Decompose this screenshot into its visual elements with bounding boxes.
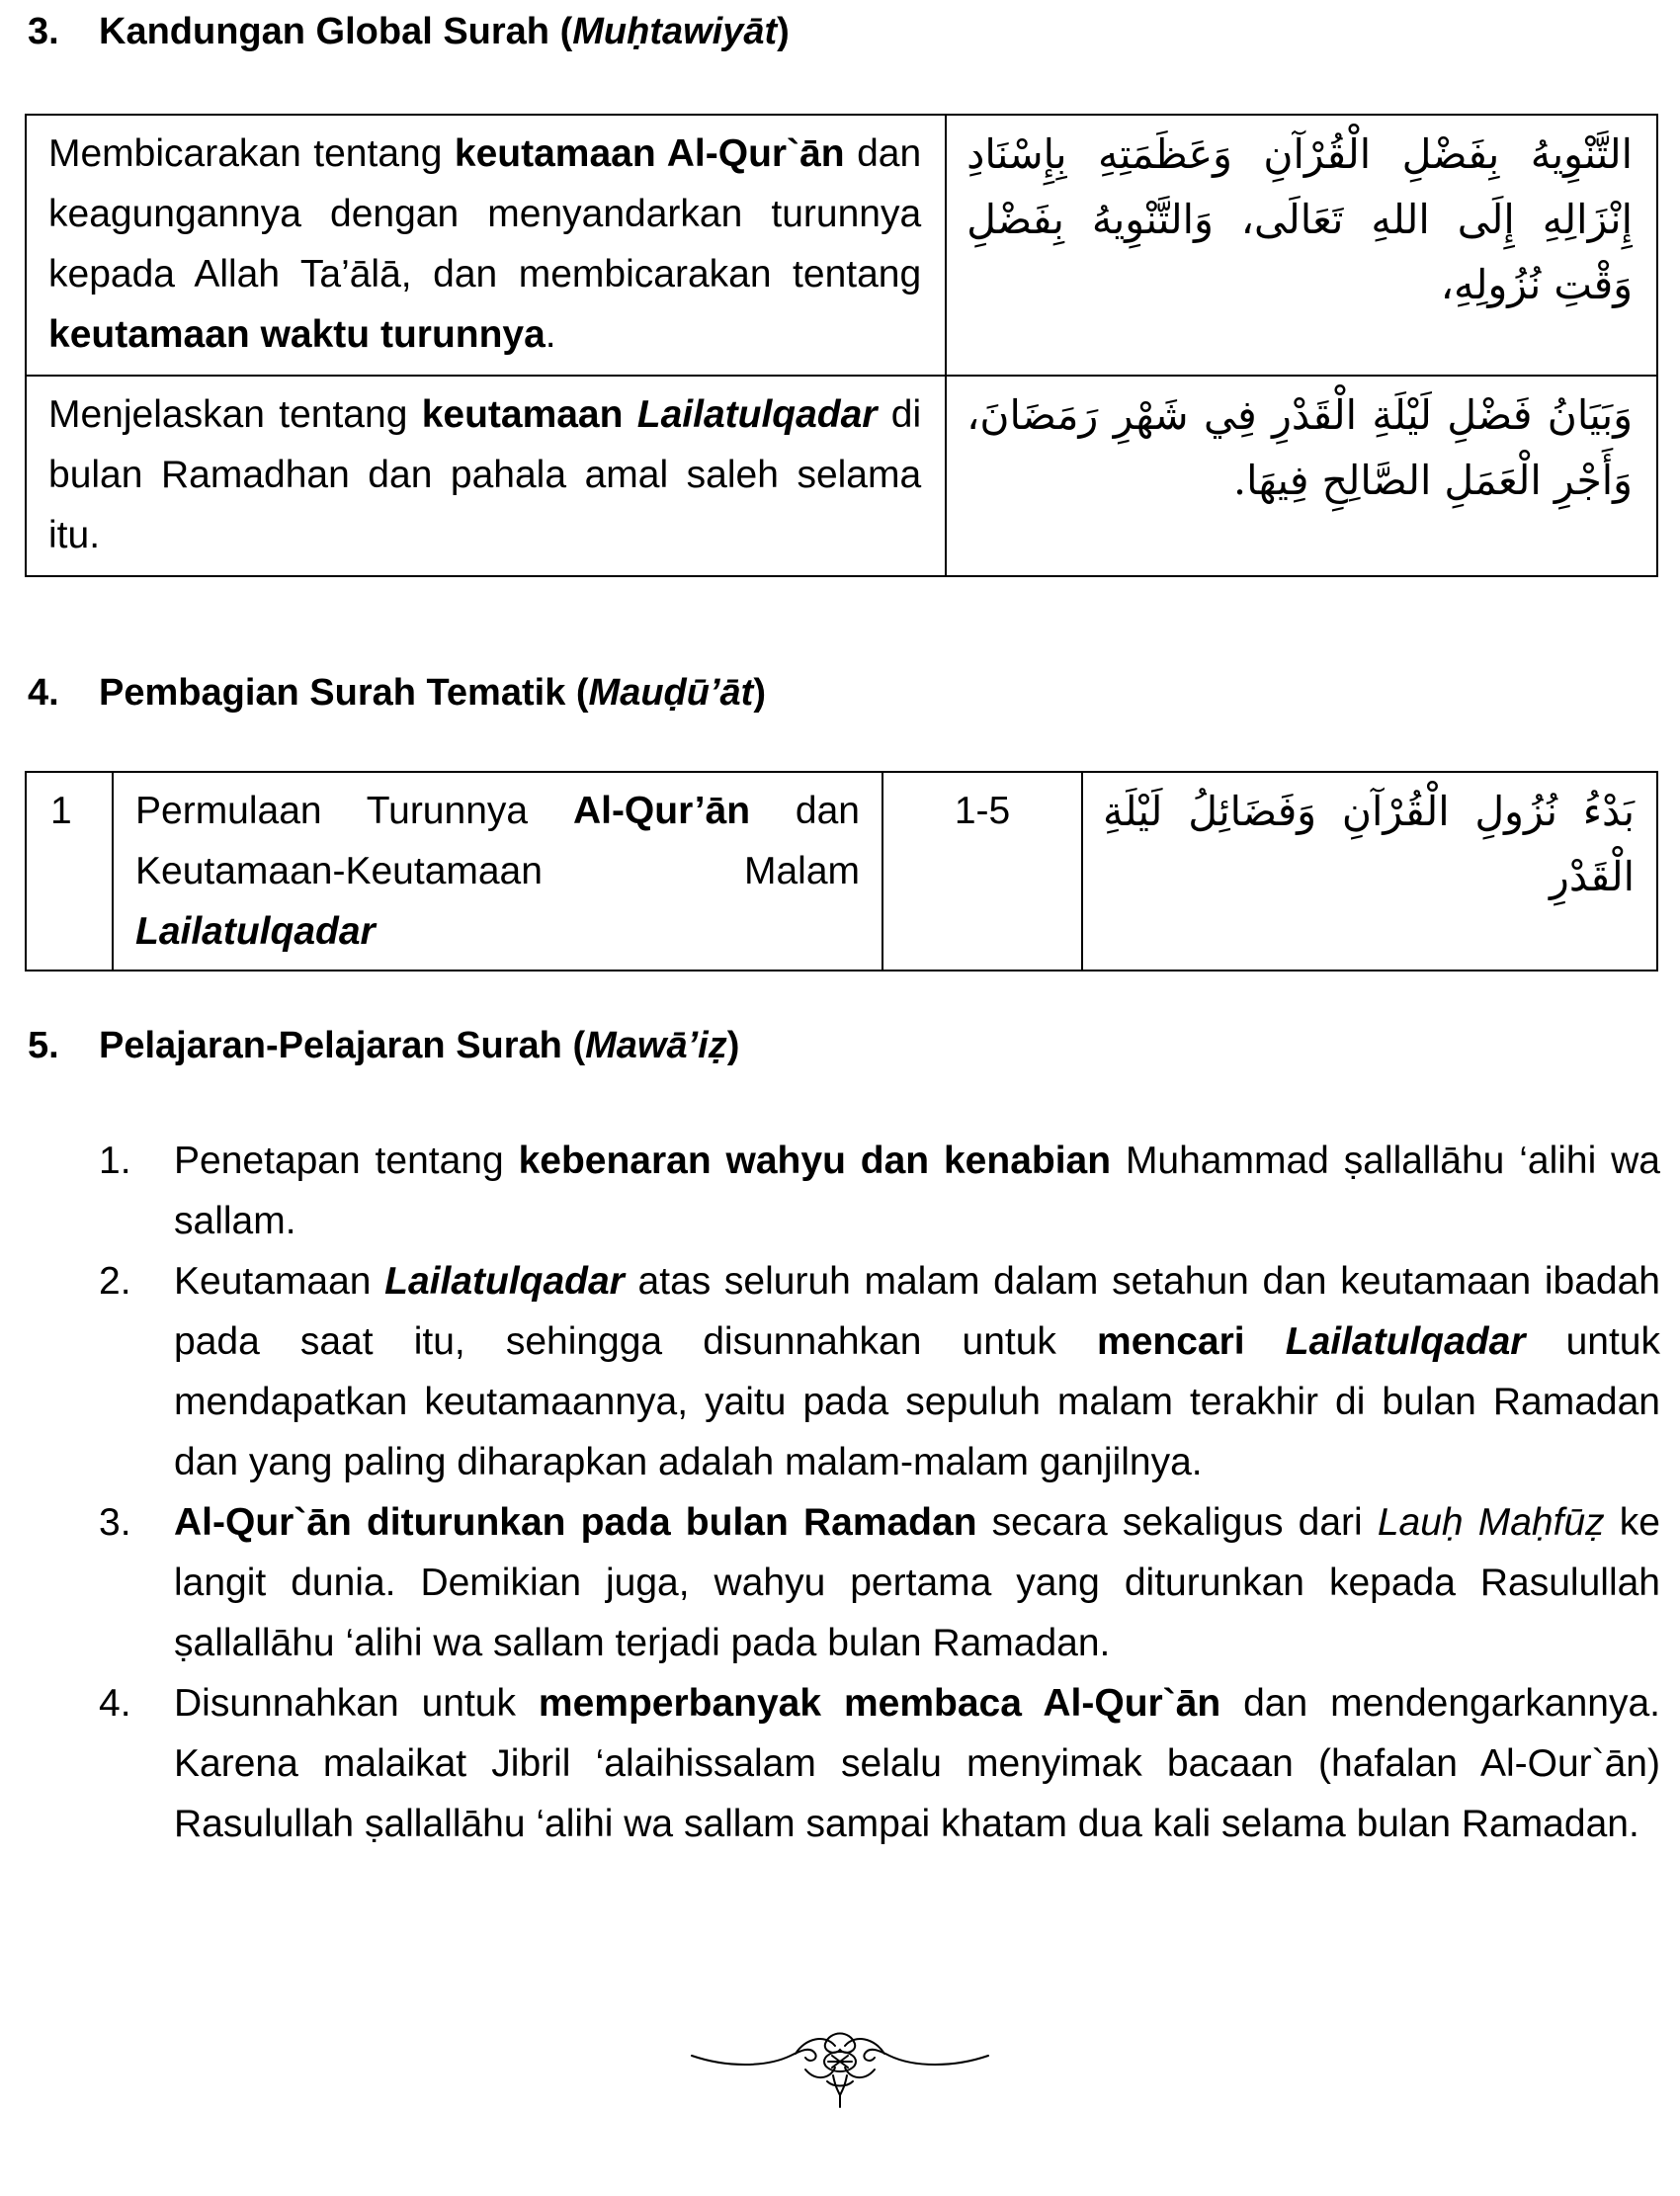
section-title-close: ) bbox=[753, 672, 766, 714]
list-number: 2. bbox=[99, 1260, 131, 1303]
bold-segment: keutamaan waktu turunnya bbox=[48, 313, 546, 356]
text-segment: Penetapan tentang bbox=[174, 1140, 519, 1182]
row-number-cell: 1 bbox=[26, 772, 113, 971]
indonesian-text-cell bbox=[26, 115, 946, 376]
section-title-italic: Mauḍū’āt bbox=[588, 672, 754, 714]
text-segment: Membicarakan tentang bbox=[48, 132, 455, 175]
section-title-italic: Muḥtawiyāt bbox=[572, 11, 778, 52]
text-segment: di bulan Ramadhan dan pahala amal saleh selama itu. bbox=[48, 393, 922, 556]
section-number: 4. bbox=[28, 672, 59, 714]
list-item bbox=[99, 1251, 1660, 1492]
verse-range-cell: 1-5 bbox=[882, 772, 1082, 971]
section-number: 3. bbox=[28, 11, 59, 52]
text-segment: dan Keutamaan-Keutamaan Malam bbox=[135, 790, 860, 892]
text-segment: dan keagungannya dengan menyandarkan turunnya kepada Allah Ta’ālā, dan membicarakan tentang bbox=[48, 132, 922, 296]
list-number: 3. bbox=[99, 1501, 131, 1544]
text-segment: Muhammad ṣallallāhu ‘alihi wa sallam. bbox=[174, 1140, 1660, 1242]
indonesian-text-cell bbox=[26, 376, 946, 576]
text-segment: Disunnahkan untuk bbox=[174, 1682, 539, 1725]
bold-italic-segment: Lailatulqadar bbox=[384, 1260, 625, 1303]
text-segment: atas seluruh malam dalam setahun dan keutamaan ibadah pada saat itu, sehingga disunnahkan untuk bbox=[174, 1260, 1660, 1363]
section-4-heading bbox=[28, 669, 766, 717]
arabic-text-cell: التَّنْوِيهُ بِفَضْلِ الْقُرْآنِ وَعَظَمَتِهِ بِإِسْنَادِ إِنْزَالِهِ إِلَى اللهِ تَعَالَى، وَالتَّنْوِيهُ بِفَضْلِ وَقْتِ نُزُولِهِ، bbox=[946, 115, 1657, 376]
bold-italic-segment: Lailatulqadar bbox=[1285, 1320, 1526, 1363]
bold-italic-segment: Lailatulqadar bbox=[135, 910, 376, 953]
bold-segment: keutamaan bbox=[421, 393, 637, 436]
table-row bbox=[26, 772, 1657, 971]
section-title-close: ) bbox=[726, 1025, 740, 1066]
theme-title-cell bbox=[113, 772, 882, 971]
section-number: 5. bbox=[28, 1025, 59, 1066]
lessons-list bbox=[99, 1131, 1660, 1854]
text-segment: dan mendengarkannya. Karena malaikat Jibril ‘alaihissalam selalu menyimak bacaan (hafalan Al-Our`ān) Rasulullah ṣallallāhu ‘alihi wa sallam sampai khatam dua kali selama bulan Ramadan. bbox=[174, 1682, 1661, 1845]
text-segment: untuk mendapatkan keutamaannya, yaitu pada sepuluh malam terakhir di bulan Ramadan dan yang paling diharapkan adalah malam-malam ganjilnya. bbox=[174, 1320, 1660, 1483]
list-item bbox=[99, 1492, 1660, 1673]
bold-segment: kebenaran wahyu dan kenabian bbox=[518, 1140, 1112, 1182]
table-row bbox=[26, 376, 1657, 576]
text-segment: secara sekaligus dari bbox=[976, 1501, 1378, 1544]
list-number: 1. bbox=[99, 1140, 131, 1182]
decorative-ornament-icon bbox=[687, 2016, 993, 2115]
text-segment: Menjelaskan tentang bbox=[48, 393, 422, 436]
list-item bbox=[99, 1673, 1660, 1854]
bold-segment: Al-Qur’ān bbox=[572, 790, 751, 832]
section-title: Pelajaran-Pelajaran Surah ( bbox=[99, 1025, 586, 1066]
text-segment: ke langit dunia. Demikian juga, wahyu pertama yang diturunkan kepada Rasulullah ṣallallāhu ‘alihi wa sallam terjadi pada bulan Ramadan. bbox=[174, 1501, 1660, 1664]
bold-segment: keutamaan Al-Qur`ān bbox=[454, 132, 845, 175]
bold-segment: Al-Qur`ān diturunkan pada bulan Ramadan bbox=[174, 1501, 977, 1544]
section-5-heading bbox=[28, 1022, 739, 1069]
section-title-close: ) bbox=[777, 11, 790, 52]
list-number: 4. bbox=[99, 1682, 131, 1725]
text-segment: Permulaan Turunnya bbox=[135, 790, 573, 832]
text-segment: . bbox=[545, 313, 556, 356]
bold-segment: mencari bbox=[1097, 1320, 1286, 1363]
italic-segment: Lauḥ Maḥfūẓ bbox=[1377, 1501, 1605, 1544]
arabic-text-cell: وَبَيَانُ فَضْلِ لَيْلَةِ الْقَدْرِ فِي شَهْرِ رَمَضَانَ، وَأَجْرِ الْعَمَلِ الصَّالِحِ فِيهَا. bbox=[946, 376, 1657, 576]
text-segment: Keutamaan bbox=[174, 1260, 385, 1303]
section-title: Kandungan Global Surah ( bbox=[99, 11, 573, 52]
section-title-italic: Mawā’iẓ bbox=[585, 1025, 727, 1066]
section-title: Pembagian Surah Tematik ( bbox=[99, 672, 589, 714]
content-summary-table bbox=[25, 114, 1658, 577]
arabic-theme-cell: بَدْءُ نُزُولِ الْقُرْآنِ وَفَضَائِلُ لَيْلَةِ الْقَدْرِ bbox=[1082, 772, 1657, 971]
thematic-division-table bbox=[25, 771, 1658, 971]
bold-italic-segment: Lailatulqadar bbox=[636, 393, 878, 436]
table-row bbox=[26, 115, 1657, 376]
bold-segment: memperbanyak membaca Al-Qur`ān bbox=[538, 1682, 1221, 1725]
list-item bbox=[99, 1131, 1660, 1251]
section-3-heading bbox=[28, 8, 790, 55]
